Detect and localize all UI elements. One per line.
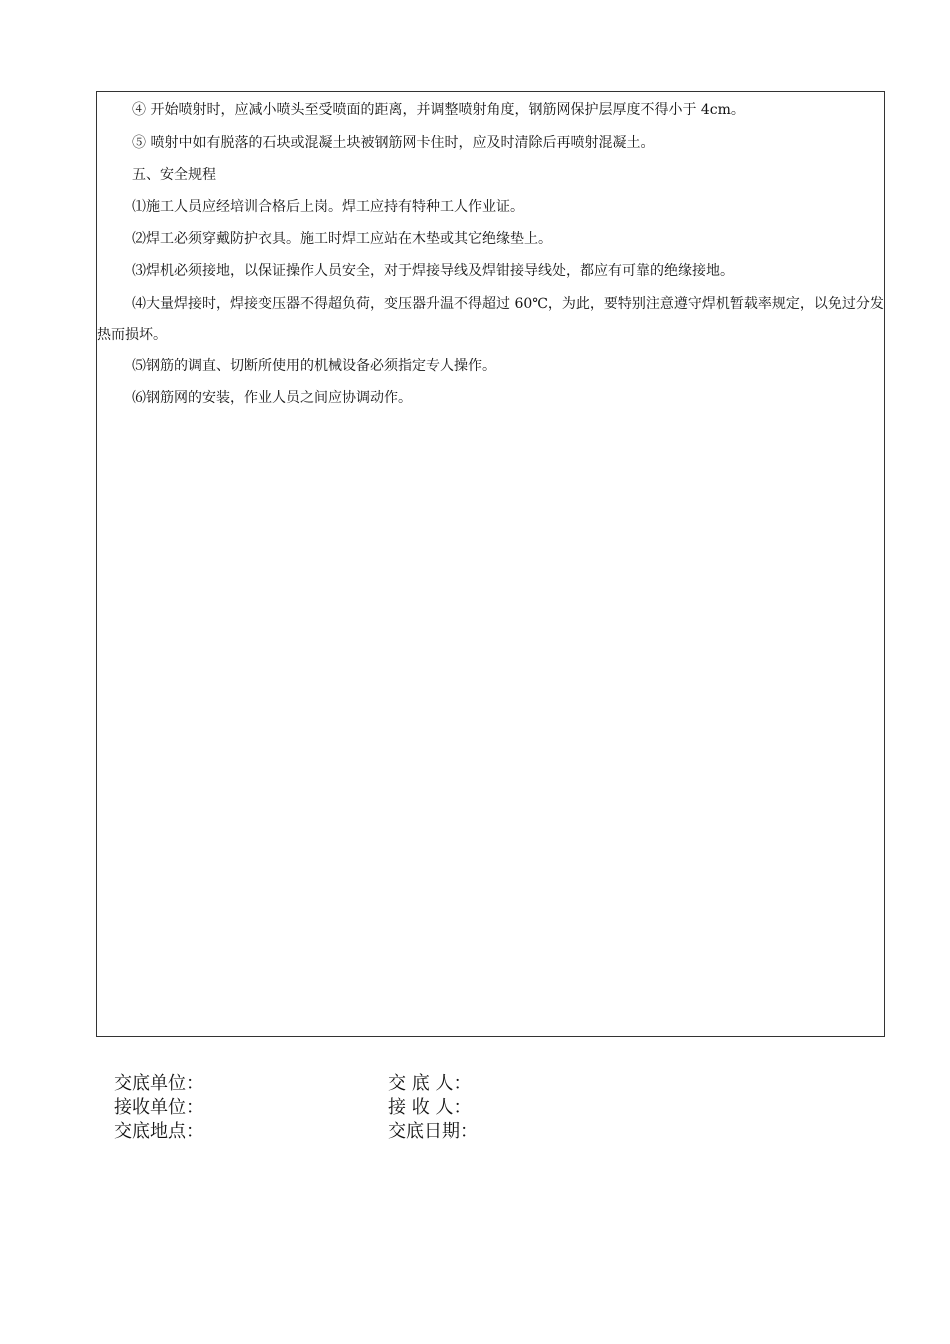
safety-item-3: ⑶焊机必须接地，以保证操作人员安全，对于焊接导线及焊钳接导线处，都应有可靠的绝缘接地。 bbox=[132, 263, 734, 279]
handover-unit-label: 交底单位： bbox=[114, 1073, 204, 1094]
receiving-unit-label: 接收单位： bbox=[114, 1097, 204, 1118]
handover-date-label: 交底日期： bbox=[388, 1121, 478, 1142]
handover-location-label: 交底地点： bbox=[114, 1121, 204, 1142]
section-heading-safety: 五、安全规程 bbox=[132, 167, 216, 183]
paragraph-spray-clear: ⑤ 喷射中如有脱落的石块或混凝土块被钢筋网卡住时，应及时清除后再喷射混凝土。 bbox=[132, 135, 655, 151]
content-box bbox=[96, 91, 885, 1037]
safety-item-4: ⑷大量焊接时，焊接变压器不得超负荷，变压器升温不得超过 60℃，为此，要特别注意遵守焊机暂载率规定，以免过分发热而损坏。 bbox=[97, 296, 884, 343]
receiving-person-label: 接 收 人： bbox=[388, 1097, 472, 1118]
safety-item-6: ⑹钢筋网的安装，作业人员之间应协调动作。 bbox=[132, 390, 412, 406]
handover-person-label: 交 底 人： bbox=[388, 1073, 472, 1094]
paragraph-spray-start: ④ 开始喷射时，应减小喷头至受喷面的距离，并调整喷射角度，钢筋网保护层厚度不得小于 4cm。 bbox=[132, 102, 745, 118]
safety-item-2: ⑵焊工必须穿戴防护衣具。施工时焊工应站在木垫或其它绝缘垫上。 bbox=[132, 231, 552, 247]
safety-item-5: ⑸钢筋的调直、切断所使用的机械设备必须指定专人操作。 bbox=[132, 358, 496, 374]
safety-item-1: ⑴施工人员应经培训合格后上岗。焊工应持有特种工人作业证。 bbox=[132, 199, 524, 215]
